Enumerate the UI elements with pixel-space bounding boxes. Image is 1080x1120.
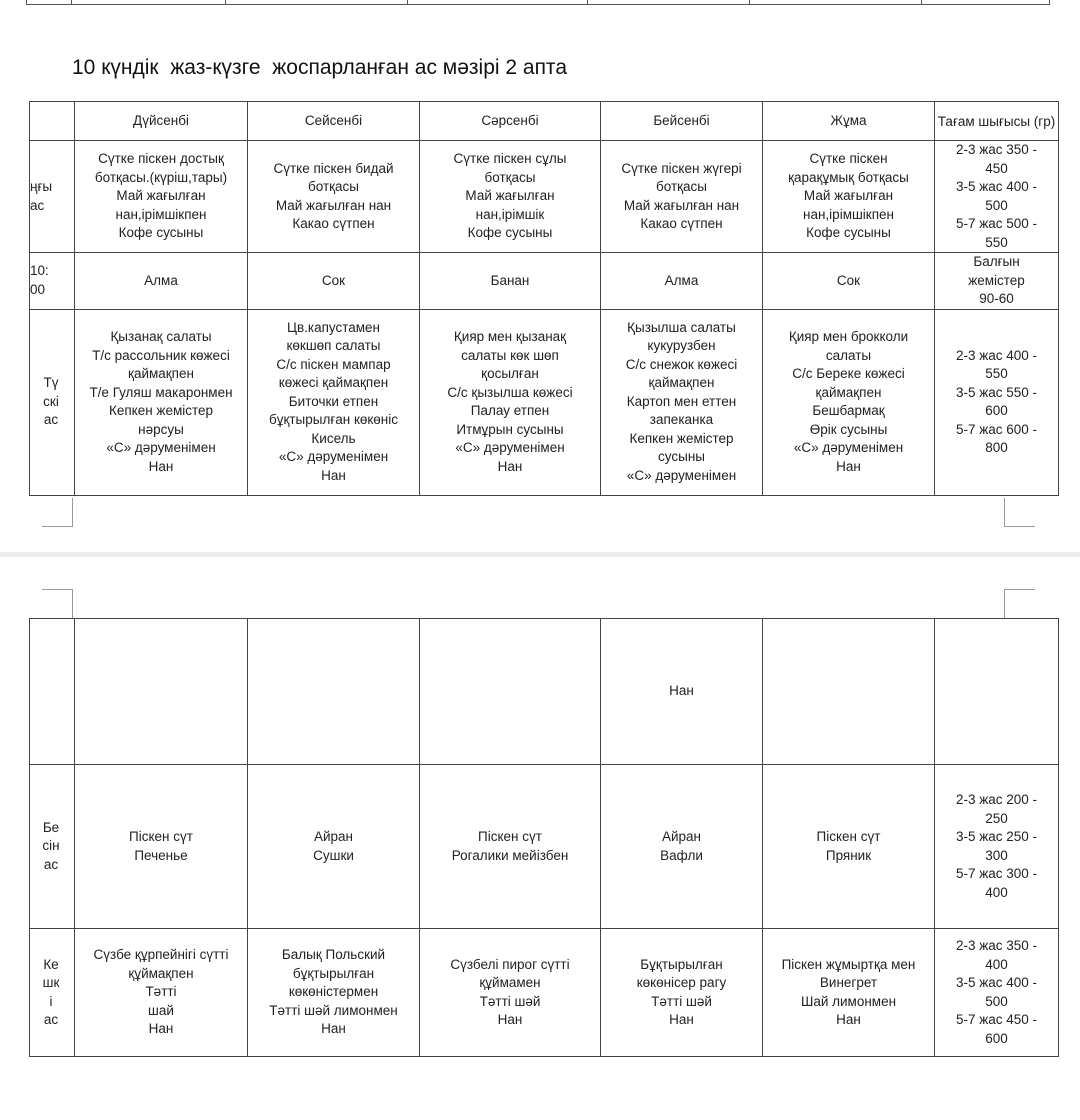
menu-cell-friday [763, 141, 935, 253]
menu-cell-thursday [601, 141, 763, 253]
cell-line: Май жағылған [465, 188, 555, 204]
menu-cell-monday [75, 141, 248, 253]
cell-line: 2-3 жас 350 - [955, 142, 1038, 157]
header-cell-tuesday: Сейсенбі [248, 102, 420, 141]
cell-line: Т/е Гуляш макаронмен [89, 384, 233, 400]
cell-line: «С» дәруменімен [793, 440, 904, 455]
portion-cell [935, 253, 1059, 310]
meal-time-cell [30, 253, 75, 310]
cell-line: қарақұмық ботқасы [788, 169, 909, 185]
cell-line: 400 [985, 884, 1008, 900]
cell-line: салаты [825, 347, 872, 363]
cell-line: Кепкен жемістер [108, 403, 214, 418]
cell-line: Қияр мен қызанақ [453, 329, 567, 344]
cell-line: Қияр мен брокколи [788, 329, 909, 344]
portion-cell [935, 929, 1059, 1057]
cell-line: С/с піскен мампар [276, 356, 391, 372]
table-row [30, 765, 1059, 929]
menu-cell-monday [75, 765, 248, 929]
cell-line: Вафли [660, 847, 703, 863]
table-header-row [30, 102, 1059, 141]
cell-line: Т/с рассольник көжесі [92, 347, 230, 363]
menu-cell-monday [75, 309, 248, 495]
header-cell-friday: Жұма [763, 102, 935, 141]
cell-line: Нан [669, 683, 694, 699]
cell-line: Ке [43, 956, 59, 972]
cell-line: Айран [661, 829, 702, 844]
cell-line: Тәтті шәй [651, 993, 712, 1009]
cell-line: Какао сүтпен [292, 216, 375, 231]
cell-line: Сүтке піскен сұлы [453, 151, 567, 167]
cell-line: көжесі қаймақпен [278, 375, 389, 391]
cell-line: Пряник [825, 847, 872, 863]
cell-line: Қызылша салаты [627, 319, 736, 335]
cell-line: Печенье [134, 847, 188, 863]
cell-line: көкөнісер рагу [636, 975, 727, 990]
menu-cell-wednesday [420, 765, 601, 929]
cell-line: Цв.капустамен [286, 319, 381, 335]
cell-line: Балғын [973, 254, 1020, 269]
cell-line: Сүтке піскен достық [98, 151, 224, 167]
header-cell-monday: Дүйсенбі [75, 102, 248, 141]
cell-line: құймамен [479, 975, 541, 990]
cell-line: Биточки етпен [288, 393, 379, 409]
cell-line: салаты көк шөп [461, 347, 559, 363]
cell-line: Піскен жұмыртқа мен [781, 956, 916, 972]
table-row [30, 253, 1059, 310]
cell-line: Нан [836, 458, 861, 474]
menu-cell-tuesday [248, 929, 420, 1057]
cell-line: ботқасы [484, 169, 536, 185]
cell-line: құймақпен [128, 965, 194, 981]
cell-line: Шай лимонмен [800, 993, 897, 1009]
cell-line: 5-7 жас 450 - [955, 1012, 1038, 1027]
cell-line: Нан [321, 1021, 346, 1037]
cell-line: 3-5 жас 250 - [955, 829, 1038, 844]
cell-line: Өрік сусыны [809, 421, 888, 437]
cell-line: ботқасы [656, 179, 707, 194]
cell-line: көкөністермен [288, 984, 379, 1000]
cell-line: ботқасы [308, 179, 359, 194]
meal-time-cell [30, 929, 75, 1057]
cell-line: Какао сүтпен [640, 216, 723, 231]
cell-line: Нан [669, 1012, 694, 1027]
menu-cell-wednesday [420, 253, 601, 310]
cell-line: 5-7 жас 300 - [955, 866, 1038, 881]
cell-line: «С» дәруменімен [278, 449, 389, 465]
cell-line: Сок [321, 272, 346, 288]
cell-line: Сүтке піскен [809, 151, 888, 167]
cell-line: Тү [43, 375, 59, 391]
menu-cell-wednesday [420, 309, 601, 495]
cell-line: қаймақпен [648, 375, 715, 391]
cell-line: 2-3 жас 200 - [955, 792, 1038, 807]
cell-line: ас [30, 197, 45, 213]
cell-line: Нан [497, 458, 523, 474]
cell-line: Кофе сусыны [118, 225, 204, 241]
cell-line: бұқтырылған көкөніс [268, 412, 399, 428]
cell-line: кукурузбен [647, 338, 716, 354]
cell-line: ас [43, 412, 59, 428]
menu-cell-friday [763, 765, 935, 929]
menu-table-week2-part1 [29, 101, 1059, 496]
cell-line: Нан [148, 458, 174, 474]
cell-line: Май жағылған нан [275, 197, 392, 213]
cell-line: Кофе сусыны [467, 225, 553, 241]
cell-line: «С» дәруменімен [455, 440, 565, 455]
table-row [30, 929, 1059, 1057]
menu-cell-thursday [601, 309, 763, 495]
cell-line: Сүзбе құрпейнігі сүтті [93, 947, 229, 963]
cell-line: Алма [144, 272, 178, 288]
cell-line: Айран [313, 829, 354, 844]
cell-line: 90-60 [979, 291, 1014, 306]
cell-line: Бұқтырылған [640, 956, 723, 972]
cell-line: 550 [985, 366, 1008, 381]
cell-line: Тәтті шәй лимонмен [269, 1002, 398, 1018]
cell-line: Қызанақ салаты [110, 329, 212, 344]
cell-line: нан,ірімшік [475, 206, 545, 222]
cell-line: 2-3 жас 400 - [955, 347, 1038, 363]
cell-line: Нан [836, 1012, 861, 1027]
cell-line: 600 [985, 1030, 1008, 1046]
cell-line: Бешбармақ [812, 403, 885, 418]
cell-line: С/с Береке көжесі [792, 366, 905, 381]
menu-cell-tuesday [248, 253, 420, 310]
cell-line: 600 [985, 403, 1008, 418]
cell-line: ңғы [30, 179, 53, 194]
cell-line: ас [43, 856, 59, 872]
cell-line: Нан [148, 1021, 174, 1037]
cell-line: Сушки [313, 847, 354, 863]
menu-cell-friday [763, 309, 935, 495]
meal-time-cell [30, 141, 75, 253]
cell-line: 3-5 жас 550 - [955, 384, 1038, 400]
cell-line: 250 [985, 810, 1008, 826]
menu-table-week2-part2 [29, 618, 1059, 1057]
table-row [30, 619, 1059, 765]
menu-cell-thursday [601, 929, 763, 1057]
table-row [30, 141, 1059, 253]
cell-line: і [49, 993, 53, 1009]
menu-cell-monday [75, 929, 248, 1057]
header-cell-empty [30, 102, 75, 141]
page-corner-mark [42, 589, 73, 618]
cell-line: 5-7 жас 500 - [955, 216, 1038, 231]
menu-cell-thursday [601, 253, 763, 310]
menu-cell-thursday [601, 765, 763, 929]
cell-line: Тәтті [145, 984, 177, 1000]
cell-line: Піскен сүт [816, 829, 881, 844]
cell-line: ботқасы.(күріш,тары) [94, 169, 228, 185]
cell-line: Бе [42, 819, 60, 835]
cell-line: «С» дәруменімен [106, 440, 216, 455]
cell-line: 550 [985, 234, 1008, 250]
document-page-1 [0, 0, 1080, 552]
cell-line: С/с снежок көжесі [625, 356, 738, 372]
cell-line: қаймақпен [815, 384, 882, 400]
cell-line: нан,ірімшікпен [803, 206, 894, 222]
cell-line: Алма [664, 272, 699, 288]
cell-line: Балық Польский [281, 947, 386, 963]
document-page-2 [0, 557, 1080, 1120]
cell-line: Сок [836, 272, 861, 288]
cell-line: Рогалики мейізбен [451, 847, 569, 863]
meal-time-cell [30, 765, 75, 929]
header-cell-portion: Тағам шығысы (гр) [935, 102, 1059, 141]
cell-line: 800 [985, 440, 1008, 455]
cell-line: Сүзбелі пирог сүтті [450, 956, 570, 972]
cell-line: Винегрет [819, 975, 878, 990]
cell-line: нәрсуы [138, 421, 184, 437]
cell-line: 00 [30, 281, 46, 297]
meal-time-cell [30, 309, 75, 495]
cell-line: Нан [497, 1012, 523, 1027]
cell-line: Май жағылған [116, 188, 206, 204]
cell-line: Май жағылған нан [623, 197, 740, 213]
cell-line: 3-5 жас 400 - [955, 975, 1038, 990]
cell-line: Май жағылған [803, 188, 894, 204]
header-cell-thursday: Бейсенбі [601, 102, 763, 141]
page-corner-mark [1004, 589, 1035, 618]
portion-cell [935, 141, 1059, 253]
menu-cell-friday [763, 929, 935, 1057]
cell-line: сусыны [658, 449, 705, 465]
cell-line: «С» дәруменімен [626, 467, 737, 483]
cell-line: Кепкен жемістер [629, 430, 734, 446]
cell-line: 3-5 жас 400 - [955, 179, 1038, 194]
portion-cell [935, 619, 1059, 765]
cell-line: запеканка [649, 412, 714, 428]
cell-line: Кисель [311, 430, 356, 446]
cell-line: 5-7 жас 600 - [955, 421, 1038, 437]
header-cell-wednesday: Сәрсенбі [420, 102, 601, 141]
cell-line: Итмұрын сусыны [456, 421, 564, 437]
menu-cell-wednesday [420, 929, 601, 1057]
cell-line: жемістер [968, 272, 1025, 288]
portion-cell [935, 765, 1059, 929]
cell-line: Банан [490, 272, 530, 288]
cell-line: Картоп мен еттен [626, 393, 737, 409]
menu-cell-tuesday [248, 765, 420, 929]
cell-line: Нан [321, 467, 346, 483]
menu-cell-friday [763, 619, 935, 765]
cell-line: қосылған [481, 366, 539, 381]
cell-line: шай [148, 1002, 174, 1018]
cell-line: Сүтке піскен жүгері [621, 160, 742, 176]
cell-line: Тәтті шәй [479, 993, 541, 1009]
cell-line: скі [43, 393, 59, 409]
cell-line: С/с қызылша көжесі [447, 384, 573, 400]
cell-line: нан,ірімшікпен [115, 206, 207, 222]
cell-line: Сүтке піскен бидай [273, 160, 394, 176]
cell-line: 400 [985, 956, 1008, 972]
cell-line: Піскен сүт [478, 829, 542, 844]
cell-line: 500 [985, 197, 1008, 213]
page-corner-mark [42, 498, 73, 527]
portion-cell [935, 309, 1059, 495]
table-row [30, 309, 1059, 495]
page-title: 10 күндік жаз-күзге жоспарланған ас мәзірі 2 апта [72, 56, 567, 79]
cell-line: Палау етпен [470, 403, 550, 418]
cell-line: ас [43, 1012, 59, 1027]
menu-cell-tuesday [248, 141, 420, 253]
menu-cell-friday [763, 253, 935, 310]
cell-line: қаймақпен [128, 366, 194, 381]
menu-cell-tuesday [248, 309, 420, 495]
cell-line: 300 [985, 847, 1008, 863]
menu-cell-thursday [601, 619, 763, 765]
cell-line: 10: [30, 263, 49, 279]
cell-line: 500 [985, 993, 1008, 1009]
cell-line: 2-3 жас 350 - [955, 938, 1038, 953]
cell-line: Кофе сусыны [806, 225, 891, 241]
cell-line: шк [42, 975, 60, 990]
menu-cell-wednesday [420, 141, 601, 253]
cell-line: 450 [985, 160, 1008, 176]
meal-time-cell [30, 619, 75, 765]
menu-cell-tuesday [248, 619, 420, 765]
previous-table-fragment [26, 0, 1050, 5]
cell-line: сін [42, 838, 60, 854]
menu-cell-monday [75, 619, 248, 765]
cell-line: Піскен сүт [129, 829, 193, 844]
page-corner-mark [1004, 498, 1035, 527]
cell-line: көкшөп салаты [286, 338, 381, 354]
cell-line: бұқтырылған [292, 965, 375, 981]
menu-cell-monday [75, 253, 248, 310]
menu-cell-wednesday [420, 619, 601, 765]
